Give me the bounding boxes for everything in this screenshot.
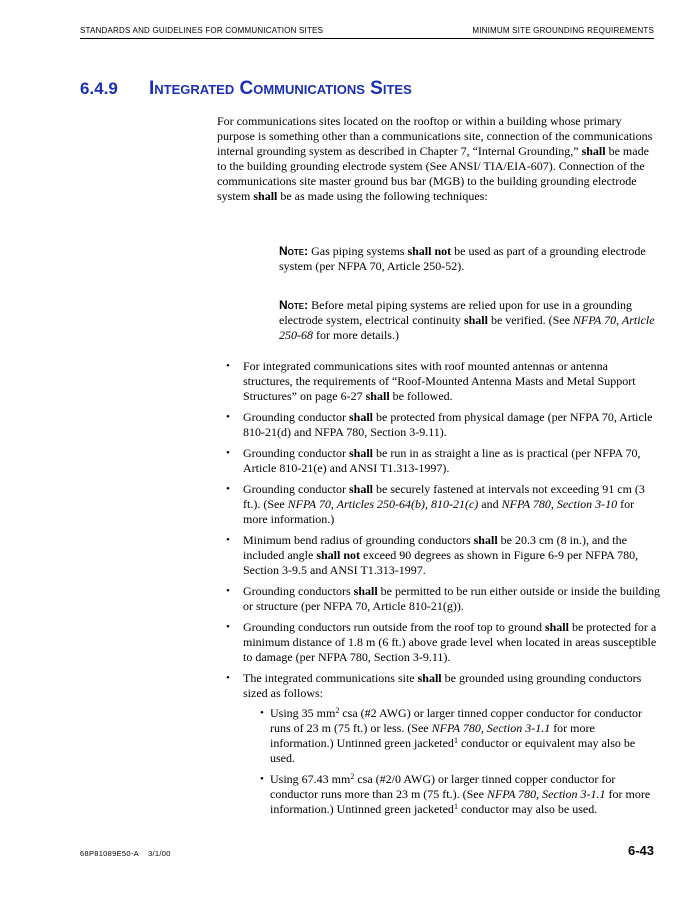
intro-emphasis: shall bbox=[581, 144, 606, 158]
list-item bbox=[226, 671, 660, 817]
sub-list-item-text: conductor may also be used. bbox=[457, 802, 598, 816]
list-item bbox=[226, 584, 660, 614]
intro-text: be as made using the following techniques: bbox=[277, 189, 488, 203]
list-item-text: be run in as straight a line as is practical (per NFPA 70, Article 810-21(e) and ANSI T1.313-1997). bbox=[243, 446, 641, 475]
list-item-text: Minimum bend radius of grounding conductors bbox=[243, 533, 474, 547]
list-item-text: Grounding conductor bbox=[243, 446, 349, 460]
list-item-emphasis: shall bbox=[365, 389, 390, 403]
list-item-emphasis: shall bbox=[417, 671, 442, 685]
note-text: for more details.) bbox=[313, 328, 399, 342]
list-item-text: be protected from physical damage (per NFPA 70, Article 810-21(d) and NFPA 780, Section 3-9.11). bbox=[243, 410, 653, 439]
page-number: 6-43 bbox=[627, 843, 654, 858]
list-item bbox=[226, 446, 660, 476]
list-item-emphasis: shall bbox=[544, 620, 569, 634]
conductor-size-list bbox=[243, 706, 660, 817]
list-item-text: be 20.3 cm (8 in.), and the included angle bbox=[243, 533, 627, 562]
intro-emphasis: shall bbox=[253, 189, 278, 203]
list-item-text: Grounding conductors bbox=[243, 584, 354, 598]
sub-list-item-text: Using 67.43 mm bbox=[270, 772, 351, 786]
note-text: Before metal piping systems are relied upon for use in a grounding electrode system, electrical continuity bbox=[279, 298, 633, 327]
note-reference: NFPA 70, Article 250-68 bbox=[279, 313, 655, 342]
list-item-text: be grounded using grounding conductors sized as follows: bbox=[243, 671, 642, 700]
sub-list-item-reference: NFPA 780, Section 3-1.1 bbox=[486, 787, 606, 801]
note-metal-piping bbox=[279, 298, 659, 343]
list-item bbox=[226, 482, 660, 527]
sub-list-item bbox=[260, 706, 660, 766]
list-item bbox=[226, 620, 660, 665]
list-item-text: Grounding conductor bbox=[243, 482, 349, 496]
list-item-reference: NFPA 780, Section 3-10 bbox=[501, 497, 618, 511]
sub-list-item-text: for more information.) Untinned green jacketed bbox=[270, 721, 595, 750]
list-item-text: exceed 90 degrees as shown in Figure 6-9 per NFPA 780, Section 3-9.5 and ANSI T1.313-1997. bbox=[243, 548, 639, 577]
sub-list-item-text: conductor or equivalent may also be used. bbox=[270, 736, 636, 765]
note-gas-piping bbox=[279, 244, 659, 274]
list-item-text: Grounding conductor bbox=[243, 410, 349, 424]
requirements-list bbox=[226, 359, 660, 823]
list-item-text: For integrated communications sites with roof mounted antennas or antenna structures, the requirements of “Roof-Mounted Antenna Masts and Metal Support Structures” on page 6-27 bbox=[243, 359, 636, 403]
list-item-text: be followed. bbox=[389, 389, 453, 403]
note-label: Note: bbox=[279, 244, 309, 258]
list-item-emphasis: shall bbox=[348, 482, 373, 496]
note-text: be used as part of a grounding electrode system (per NFPA 70, Article 250-52). bbox=[279, 244, 646, 273]
footnote-marker: 1 bbox=[453, 736, 458, 745]
list-item bbox=[226, 533, 660, 578]
note-emphasis: shall not bbox=[407, 244, 452, 258]
note-label: Note: bbox=[279, 298, 309, 312]
sub-list-item-text: csa (#2 AWG) or larger tinned copper conductor for conductor runs of 23 m (75 ft.) or less. (See bbox=[270, 706, 643, 735]
superscript: 2 bbox=[350, 772, 355, 781]
note-emphasis: shall bbox=[463, 313, 488, 327]
superscript: 2 bbox=[335, 706, 340, 715]
note-text: Gas piping systems bbox=[308, 244, 408, 258]
running-header-right: MINIMUM SITE GROUNDING REQUIREMENTS bbox=[472, 26, 654, 35]
footnote-marker: 1 bbox=[453, 802, 458, 811]
sub-list-item bbox=[260, 772, 660, 817]
list-item-emphasis: shall bbox=[348, 446, 373, 460]
list-item bbox=[226, 359, 660, 404]
section-heading bbox=[80, 78, 412, 100]
list-item-text: be protected for a minimum distance of 1.8 m (6 ft.) above grade level when located in areas susceptible to damage (per NFPA 780, Section 3-9.11). bbox=[243, 620, 657, 664]
intro-text: For communications sites located on the rooftop or within a building whose primary purpose is something other than a communications site, connection of the communications internal grounding system as described in Chapter 7, “Internal Grounding,” bbox=[217, 114, 653, 158]
sub-list-item-text: csa (#2/0 AWG) or larger tinned copper conductor for conductor runs more than 23 m (75 ft.). (See bbox=[270, 772, 616, 801]
intro-text: be made to the building grounding electrode system (See ANSI/ TIA/EIA-607). Connection of the communications site master ground bus bar (MGB) to the building grounding electrode system bbox=[217, 144, 649, 203]
section-title: Integrated Communications Sites bbox=[149, 78, 412, 99]
list-item bbox=[226, 410, 660, 440]
document-code: 68P81089E50-A 3/1/00 bbox=[80, 849, 171, 858]
list-item-emphasis: shall bbox=[473, 533, 498, 547]
list-item-text: and bbox=[478, 497, 502, 511]
list-item-text: be securely fastened at intervals not exceeding 91 cm (3 ft.). (See bbox=[243, 482, 645, 511]
list-item-text: for more information.) bbox=[243, 497, 635, 526]
list-item-text: Grounding conductors run outside from the roof top to ground bbox=[243, 620, 545, 634]
running-header-left: STANDARDS AND GUIDELINES FOR COMMUNICATION SITES bbox=[80, 26, 324, 35]
sub-list-item-text: for more information.) Untinned green jacketed bbox=[270, 787, 651, 816]
list-item-emphasis: shall not bbox=[316, 548, 360, 562]
list-item-emphasis: shall bbox=[353, 584, 378, 598]
header-divider bbox=[80, 38, 654, 39]
note-text: be verified. (See bbox=[487, 313, 573, 327]
sub-list-item-reference: NFPA 780, Section 3-1.1 bbox=[431, 721, 551, 735]
section-number: 6.4.9 bbox=[80, 79, 118, 98]
list-item-emphasis: shall bbox=[348, 410, 373, 424]
intro-paragraph bbox=[217, 114, 657, 204]
list-item-reference: NFPA 70, Articles 250-64(b), 810-21(c) bbox=[287, 497, 479, 511]
sub-list-item-text: Using 35 mm bbox=[270, 706, 336, 720]
list-item-text: be permitted to be run either outside or inside the building or structure (per NFPA 70, Article 810-21(g)). bbox=[243, 584, 660, 613]
list-item-text: The integrated communications site bbox=[243, 671, 418, 685]
